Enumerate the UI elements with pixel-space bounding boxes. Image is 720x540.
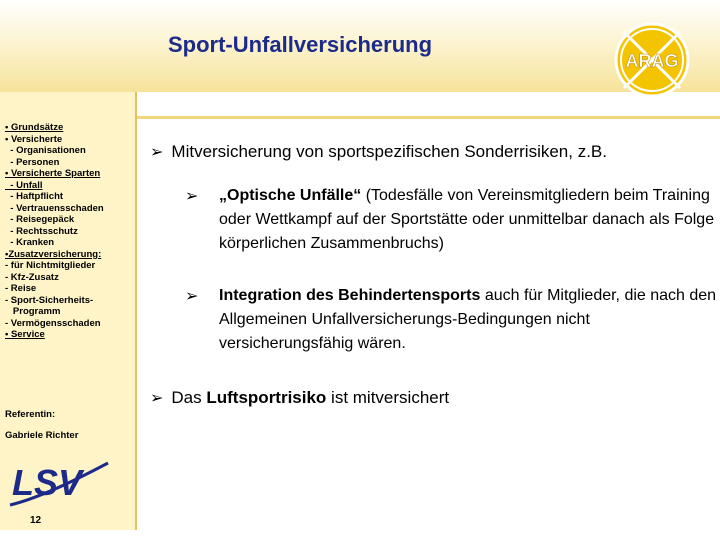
arag-logo	[612, 20, 692, 100]
sub-bullet-2	[185, 284, 720, 356]
sidebar-nav-item: - Reisegepäck	[5, 214, 75, 225]
sidebar-nav-item[interactable]: • Versicherte Sparten	[5, 168, 101, 179]
sidebar-nav-item: - Kfz-Zusatz	[5, 271, 59, 283]
sidebar-nav-item[interactable]: • Service	[5, 329, 45, 340]
sidebar-nav-item: - Organisationen	[5, 145, 86, 156]
bullet-last	[150, 386, 449, 410]
sidebar-nav-item[interactable]: • Grundsätze	[5, 122, 64, 133]
sidebar-nav-item: - Vertrauensschaden	[5, 202, 104, 214]
sidebar-nav-item: - Rechtsschutz	[5, 225, 78, 237]
sub1-rest: (Todesfälle von Vereinsmitgliedern beim Training oder Wettkampf auf der Sportstätte oder unmittelbar danach als Folge körperlichen Zusammenbruchs)	[219, 187, 715, 252]
sidebar-nav-item: - Reise	[5, 283, 37, 294]
sidebar-nav-item: - Personen	[5, 156, 60, 168]
arrow-bullet-icon: ➢	[150, 142, 164, 161]
sub2-bold: Integration des Behindertensports	[219, 287, 481, 304]
sidebar-nav-item: - Sport-Sicherheits-	[5, 294, 94, 306]
sidebar-nav-item: Programm	[5, 306, 61, 317]
arrow-bullet-icon: ➢	[150, 388, 164, 407]
sub2-rest: auch für Mitglieder, die nach den Allgemeinen Unfallversicherungs-Bedingungen nicht versicherungsfähig wären.	[219, 287, 717, 352]
bullet-main	[150, 140, 607, 164]
sub1-bold: „Optische Unfälle“	[219, 187, 362, 204]
bullet-last-bold: Luftsportrisiko	[206, 388, 327, 407]
sub-bullet-1	[185, 184, 720, 256]
bullet-main-text: Mitversicherung von sportspezifischen Sonderrisiken, z.B.	[171, 142, 607, 161]
sidebar-nav-item: - Kranken	[5, 237, 55, 248]
page-title: Sport-Unfallversicherung	[167, 32, 433, 57]
bullet-last-pre: Das	[171, 388, 207, 407]
referent-block	[5, 408, 78, 442]
sidebar-nav-item: - Haftpflicht	[5, 191, 64, 202]
sidebar-nav-item: • Versicherte	[5, 133, 63, 145]
sidebar-nav-item: - für Nichtmitglieder	[5, 260, 96, 271]
sidebar-nav-item[interactable]: - Unfall	[5, 179, 43, 191]
lsv-logo-text: LSV	[12, 462, 83, 503]
referent-label: Referentin:	[5, 409, 56, 420]
page-number: 12	[30, 515, 42, 526]
sidebar-nav-item[interactable]: •Zusatzversicherung:	[5, 248, 102, 260]
lsv-logo	[4, 455, 114, 511]
arrow-bullet-icon: ➢	[185, 286, 199, 305]
sidebar-nav-item: - Vermögensschaden	[5, 317, 101, 329]
bullet-last-post: ist mitversichert	[326, 388, 450, 407]
referent-name: Gabriele Richter	[5, 430, 79, 441]
arag-logo-text: ARAG	[625, 51, 679, 71]
sidebar-nav	[5, 122, 104, 341]
arrow-bullet-icon: ➢	[185, 186, 199, 205]
